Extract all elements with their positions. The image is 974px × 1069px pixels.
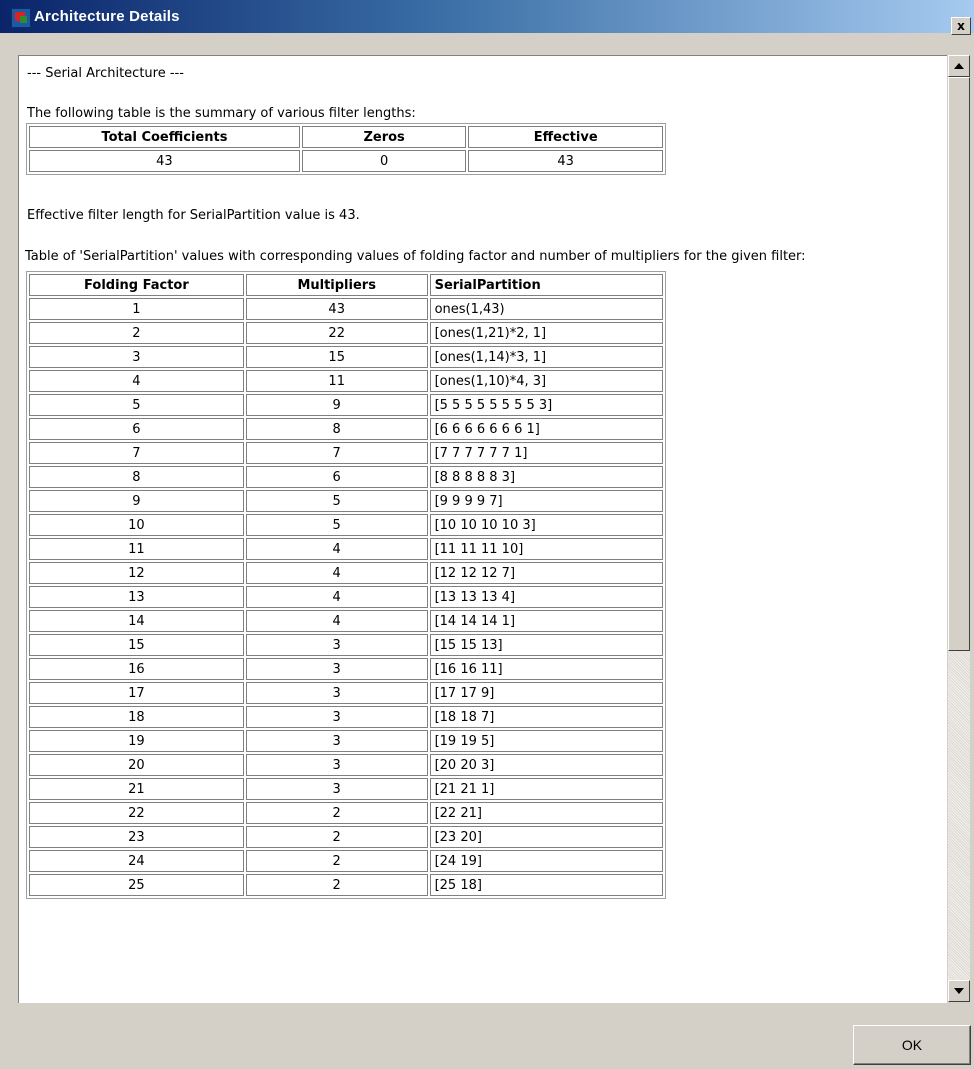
multipliers-cell: 3 bbox=[246, 706, 428, 728]
multipliers-cell: 11 bbox=[246, 370, 428, 392]
app-icon bbox=[11, 8, 31, 28]
serial-partition-cell: ones(1,43) bbox=[430, 298, 663, 320]
title-bar[interactable] bbox=[0, 0, 974, 33]
folding-factor-cell: 19 bbox=[29, 730, 244, 752]
table-row bbox=[29, 802, 663, 824]
folding-factor-cell: 9 bbox=[29, 490, 244, 512]
serial-partition-cell: [18 18 7] bbox=[430, 706, 663, 728]
multipliers-cell: 6 bbox=[246, 466, 428, 488]
table-row bbox=[29, 322, 663, 344]
folding-factor-cell: 13 bbox=[29, 586, 244, 608]
summary-header: Effective bbox=[468, 126, 663, 148]
summary-row bbox=[29, 150, 663, 172]
partition-header-row bbox=[29, 274, 663, 296]
folding-factor-cell: 15 bbox=[29, 634, 244, 656]
partition-header: Folding Factor bbox=[29, 274, 244, 296]
partition-header: SerialPartition bbox=[430, 274, 663, 296]
table-row bbox=[29, 394, 663, 416]
multipliers-cell: 8 bbox=[246, 418, 428, 440]
serial-partition-cell: [14 14 14 1] bbox=[430, 610, 663, 632]
folding-factor-cell: 21 bbox=[29, 778, 244, 800]
folding-factor-cell: 23 bbox=[29, 826, 244, 848]
table-row bbox=[29, 514, 663, 536]
serial-partition-cell: [12 12 12 7] bbox=[430, 562, 663, 584]
summary-cell: 0 bbox=[302, 150, 467, 172]
multipliers-cell: 2 bbox=[246, 826, 428, 848]
multipliers-cell: 4 bbox=[246, 610, 428, 632]
multipliers-cell: 4 bbox=[246, 562, 428, 584]
table-row bbox=[29, 826, 663, 848]
table-row bbox=[29, 610, 663, 632]
multipliers-cell: 15 bbox=[246, 346, 428, 368]
partition-table bbox=[26, 271, 666, 899]
folding-factor-cell: 3 bbox=[29, 346, 244, 368]
scroll-thumb[interactable] bbox=[948, 77, 970, 651]
scroll-down-button[interactable] bbox=[948, 980, 970, 1002]
multipliers-cell: 3 bbox=[246, 730, 428, 752]
effective-length-text: Effective filter length for SerialPartition value is 43. bbox=[27, 208, 360, 223]
folding-factor-cell: 12 bbox=[29, 562, 244, 584]
partition-table-body bbox=[29, 298, 663, 896]
folding-factor-cell: 14 bbox=[29, 610, 244, 632]
table-row bbox=[29, 298, 663, 320]
folding-factor-cell: 20 bbox=[29, 754, 244, 776]
folding-factor-cell: 2 bbox=[29, 322, 244, 344]
table-row bbox=[29, 634, 663, 656]
table-row bbox=[29, 778, 663, 800]
multipliers-cell: 3 bbox=[246, 754, 428, 776]
multipliers-cell: 4 bbox=[246, 586, 428, 608]
multipliers-cell: 7 bbox=[246, 442, 428, 464]
serial-partition-cell: [ones(1,14)*3, 1] bbox=[430, 346, 663, 368]
serial-partition-cell: [ones(1,10)*4, 3] bbox=[430, 370, 663, 392]
multipliers-cell: 9 bbox=[246, 394, 428, 416]
folding-factor-cell: 7 bbox=[29, 442, 244, 464]
multipliers-cell: 22 bbox=[246, 322, 428, 344]
multipliers-cell: 3 bbox=[246, 658, 428, 680]
ok-button[interactable]: OK bbox=[853, 1025, 971, 1065]
table-row bbox=[29, 754, 663, 776]
multipliers-cell: 2 bbox=[246, 874, 428, 896]
table-row bbox=[29, 370, 663, 392]
serial-partition-cell: [22 21] bbox=[430, 802, 663, 824]
multipliers-cell: 5 bbox=[246, 490, 428, 512]
serial-partition-cell: [17 17 9] bbox=[430, 682, 663, 704]
serial-partition-cell: [6 6 6 6 6 6 6 1] bbox=[430, 418, 663, 440]
serial-partition-cell: [21 21 1] bbox=[430, 778, 663, 800]
folding-factor-cell: 6 bbox=[29, 418, 244, 440]
serial-partition-cell: [9 9 9 9 7] bbox=[430, 490, 663, 512]
table-row bbox=[29, 490, 663, 512]
serial-partition-cell: [5 5 5 5 5 5 5 5 3] bbox=[430, 394, 663, 416]
serial-partition-cell: [25 18] bbox=[430, 874, 663, 896]
multipliers-cell: 5 bbox=[246, 514, 428, 536]
serial-partition-cell: [23 20] bbox=[430, 826, 663, 848]
table-row bbox=[29, 586, 663, 608]
folding-factor-cell: 10 bbox=[29, 514, 244, 536]
summary-cell: 43 bbox=[29, 150, 300, 172]
serial-partition-cell: [19 19 5] bbox=[430, 730, 663, 752]
window-title: Architecture Details bbox=[34, 8, 180, 25]
folding-factor-cell: 16 bbox=[29, 658, 244, 680]
folding-factor-cell: 5 bbox=[29, 394, 244, 416]
summary-header: Total Coefficients bbox=[29, 126, 300, 148]
arrow-up-icon bbox=[954, 63, 964, 69]
serial-partition-cell: [16 16 11] bbox=[430, 658, 663, 680]
table-row bbox=[29, 730, 663, 752]
close-button[interactable] bbox=[951, 17, 971, 35]
partition-header: Multipliers bbox=[246, 274, 428, 296]
multipliers-cell: 3 bbox=[246, 682, 428, 704]
serial-partition-cell: [ones(1,21)*2, 1] bbox=[430, 322, 663, 344]
table-row bbox=[29, 466, 663, 488]
scroll-up-button[interactable] bbox=[948, 55, 970, 77]
summary-header-row bbox=[29, 126, 663, 148]
section-heading: --- Serial Architecture --- bbox=[27, 66, 184, 81]
serial-partition-cell: [11 11 11 10] bbox=[430, 538, 663, 560]
multipliers-cell: 3 bbox=[246, 634, 428, 656]
summary-cell: 43 bbox=[468, 150, 663, 172]
table-row bbox=[29, 706, 663, 728]
multipliers-cell: 4 bbox=[246, 538, 428, 560]
folding-factor-cell: 17 bbox=[29, 682, 244, 704]
table-row bbox=[29, 538, 663, 560]
serial-partition-cell: [13 13 13 4] bbox=[430, 586, 663, 608]
close-icon: x bbox=[957, 19, 965, 33]
arrow-down-icon bbox=[954, 988, 964, 994]
multipliers-cell: 2 bbox=[246, 850, 428, 872]
serial-partition-cell: [15 15 13] bbox=[430, 634, 663, 656]
serial-partition-cell: [24 19] bbox=[430, 850, 663, 872]
folding-factor-cell: 22 bbox=[29, 802, 244, 824]
summary-intro: The following table is the summary of various filter lengths: bbox=[27, 106, 416, 121]
table-row bbox=[29, 850, 663, 872]
table-row bbox=[29, 442, 663, 464]
table-row bbox=[29, 562, 663, 584]
folding-factor-cell: 18 bbox=[29, 706, 244, 728]
folding-factor-cell: 8 bbox=[29, 466, 244, 488]
multipliers-cell: 43 bbox=[246, 298, 428, 320]
serial-partition-cell: [7 7 7 7 7 7 1] bbox=[430, 442, 663, 464]
summary-table bbox=[26, 123, 666, 175]
serial-partition-cell: [20 20 3] bbox=[430, 754, 663, 776]
serial-partition-cell: [8 8 8 8 8 3] bbox=[430, 466, 663, 488]
summary-header: Zeros bbox=[302, 126, 467, 148]
table-row bbox=[29, 658, 663, 680]
folding-factor-cell: 4 bbox=[29, 370, 244, 392]
table-row bbox=[29, 418, 663, 440]
vertical-scrollbar[interactable] bbox=[948, 55, 970, 1002]
table-row bbox=[29, 346, 663, 368]
table-row bbox=[29, 682, 663, 704]
folding-factor-cell: 25 bbox=[29, 874, 244, 896]
multipliers-cell: 3 bbox=[246, 778, 428, 800]
details-content bbox=[18, 55, 947, 1003]
folding-factor-cell: 24 bbox=[29, 850, 244, 872]
table-row bbox=[29, 874, 663, 896]
folding-factor-cell: 11 bbox=[29, 538, 244, 560]
serial-partition-cell: [10 10 10 10 3] bbox=[430, 514, 663, 536]
partition-intro: Table of 'SerialPartition' values with corresponding values of folding factor and number of multipliers for the given filter: bbox=[25, 249, 806, 264]
folding-factor-cell: 1 bbox=[29, 298, 244, 320]
multipliers-cell: 2 bbox=[246, 802, 428, 824]
